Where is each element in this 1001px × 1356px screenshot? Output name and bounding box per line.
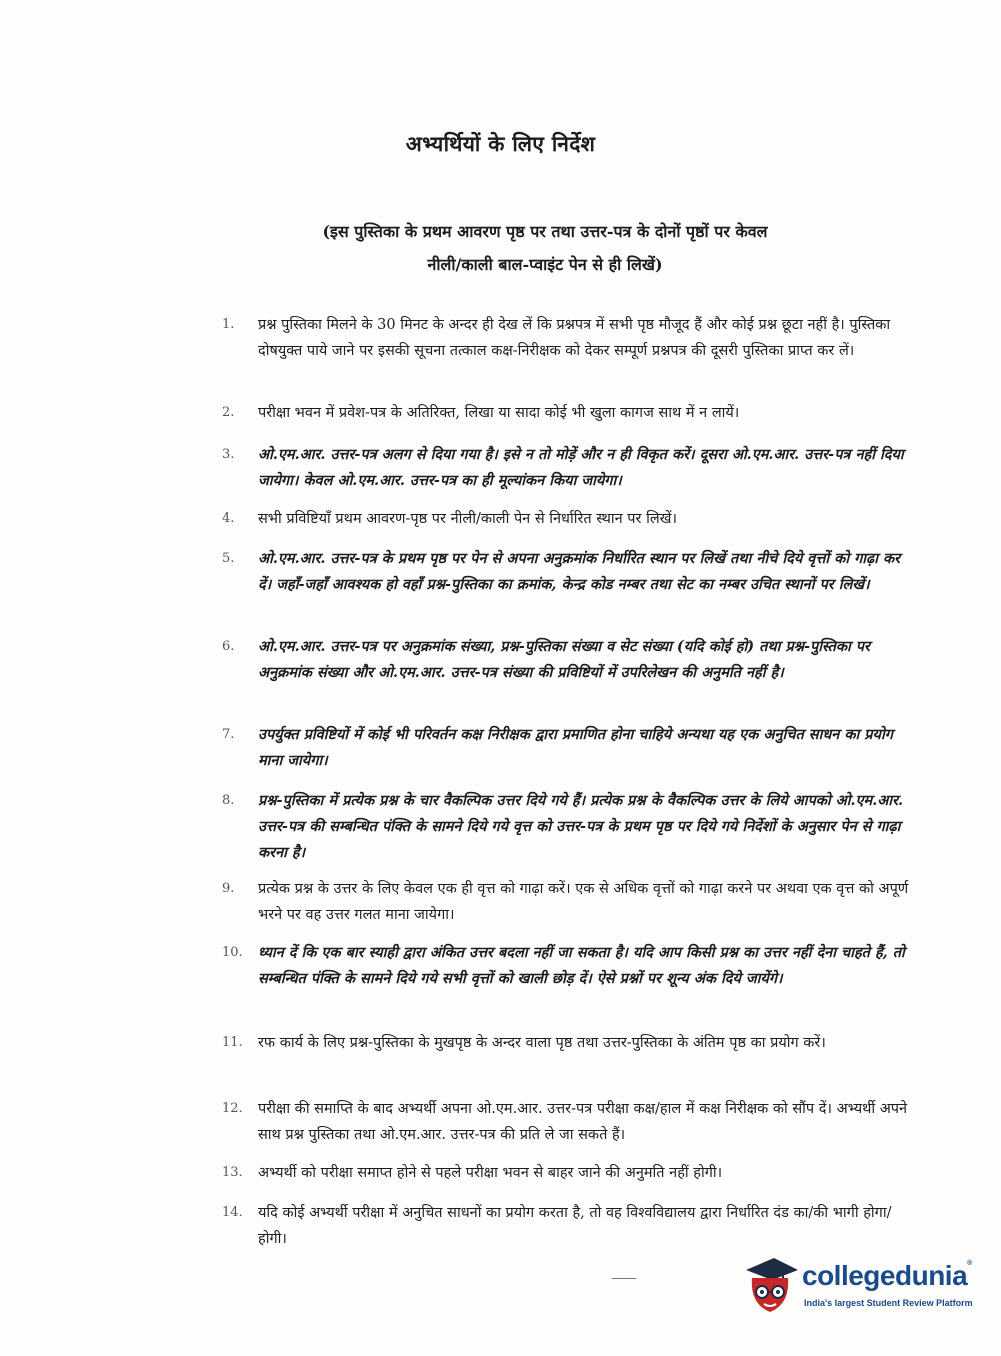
instruction-item — [222, 1030, 912, 1056]
instruction-text: ओ.एम.आर. उत्तर-पत्र के प्रथम पृष्ठ पर पेन से अपना अनुक्रमांक निर्धारित स्थान पर लिखें तथा नीचे दिये वृत्तों को गाढ़ा कर दें। जहाँ-जहाँ आवश्यक हो वहाँ प्रश्न-पुस्तिका का क्रमांक, केन्द्र कोड नम्बर तथा सेट का नम्बर उचित स्थानों पर लिखें। — [258, 550, 901, 593]
instruction-number: 11. — [222, 1035, 243, 1050]
instruction-item — [222, 312, 912, 364]
page-subtitle — [250, 215, 840, 281]
instruction-item — [222, 722, 912, 774]
subtitle-line-2: नीली/काली बाल-प्वाइंट पेन से ही लिखें) — [427, 255, 663, 274]
instruction-text: अभ्यर्थी को परीक्षा समाप्त होने से पहले परीक्षा भवन से बाहर जाने की अनुमति नहीं होगी। — [258, 1165, 723, 1181]
instruction-number: 3. — [222, 447, 235, 462]
instruction-item — [222, 546, 912, 598]
instruction-item — [222, 940, 912, 992]
instruction-number: 9. — [222, 881, 235, 896]
instruction-number: 12. — [222, 1101, 243, 1116]
instruction-number: 7. — [222, 727, 235, 742]
instruction-number: 1. — [222, 317, 235, 332]
instruction-text: यदि कोई अभ्यर्थी परीक्षा में अनुचित साधनों का प्रयोग करता है, तो वह विश्वविद्यालय द्वारा निर्धारित दंड का/की भागी होगा/होगी। — [258, 1205, 892, 1247]
collegedunia-watermark — [740, 1252, 980, 1322]
instruction-number: 14. — [222, 1205, 243, 1220]
instruction-text: रफ कार्य के लिए प्रश्न-पुस्तिका के मुखपृष्ठ के अन्दर वाला पृष्ठ तथा उत्तर-पुस्तिका के अंतिम पृष्ठ का प्रयोग करें। — [258, 1035, 826, 1051]
brand-tagline: India's largest Student Review Platform — [804, 1298, 973, 1308]
instruction-item — [222, 1160, 912, 1186]
brand-name: collegedunia® — [802, 1260, 972, 1291]
instruction-number: 2. — [222, 405, 235, 420]
instruction-number: 13. — [222, 1165, 243, 1180]
instruction-text: उपर्युक्त प्रविष्टियों में कोई भी परिवर्तन कक्ष निरीक्षक द्वारा प्रमाणित होना चाहिये अन्यथा यह एक अनुचित साधन का प्रयोग माना जायेगा। — [258, 726, 893, 769]
instruction-item — [222, 788, 912, 866]
instruction-text: ओ.एम.आर. उत्तर-पत्र पर अनुक्रमांक संख्या, प्रश्न-पुस्तिका संख्या व सेट संख्या (यदि कोई हो) तथा प्रश्न-पुस्तिका पर अनुक्रमांक संख्या और ओ.एम.आर. उत्तर-पत्र संख्या की प्रविष्टियों में उपरिलेखन की अनुमति नहीं है। — [258, 638, 870, 681]
instruction-item — [222, 1096, 912, 1148]
instruction-number: 10. — [222, 945, 243, 960]
instruction-item — [222, 1200, 912, 1252]
footer-dash — [612, 1278, 636, 1279]
instruction-number: 8. — [222, 793, 235, 808]
instruction-text: प्रश्न-पुस्तिका में प्रत्येक प्रश्न के चार वैकल्पिक उत्तर दिये गये हैं। प्रत्येक प्रश्न के वैकल्पिक उत्तर के लिये आपको ओ.एम.आर. उत्तर-पत्र की सम्बन्धित पंक्ति के सामने दिये गये वृत्त को उत्तर-पत्र के प्रथम पृष्ठ पर दिये गये निर्देशों के अनुसार पेन से गाढ़ा करना है। — [258, 792, 904, 861]
instruction-item — [222, 506, 912, 532]
instruction-text: ध्यान दें कि एक बार स्याही द्वारा अंकित उत्तर बदला नहीं जा सकता है। यदि आप किसी प्रश्न का उत्तर नहीं देना चाहते हैं, तो सम्बन्धित पंक्ति के सामने दिये गये सभी वृत्तों को खाली छोड़ दें। ऐसे प्रश्नों पर शून्य अंक दिये जायेंगे। — [258, 944, 905, 987]
subtitle-line-1: (इस पुस्तिका के प्रथम आवरण पृष्ठ पर तथा उत्तर-पत्र के दोनों पृष्ठों पर केवल — [322, 222, 768, 241]
instruction-text: परीक्षा की समाप्ति के बाद अभ्यर्थी अपना ओ.एम.आर. उत्तर-पत्र परीक्षा कक्ष/हाल में कक्ष निरीक्षक को सौंप दें। अभ्यर्थी अपने साथ प्रश्न पुस्तिका तथा ओ.एम.आर. उत्तर-पत्र की प्रति ले जा सकते हैं। — [258, 1101, 908, 1143]
instruction-item — [222, 876, 912, 928]
instruction-text: प्रश्न पुस्तिका मिलने के 30 मिनट के अन्दर ही देख लें कि प्रश्नपत्र में सभी पृष्ठ मौजूद हैं और कोई प्रश्न छूटा नहीं है। पुस्तिका दोषयुक्त पाये जाने पर इसकी सूचना तत्काल कक्ष-निरीक्षक को देकर सम्पूर्ण प्रश्नपत्र की दूसरी पुस्तिका प्राप्त कर लें। — [258, 317, 891, 359]
mascot-icon — [740, 1252, 800, 1318]
page-title: अभ्यर्थियों के लिए निर्देश — [405, 131, 596, 156]
instruction-number: 6. — [222, 639, 235, 654]
instruction-item — [222, 442, 912, 494]
instruction-item — [222, 400, 912, 426]
instruction-number: 4. — [222, 511, 235, 526]
instruction-text: प्रत्येक प्रश्न के उत्तर के लिए केवल एक ही वृत्त को गाढ़ा करें। एक से अधिक वृत्तों को गाढ़ा करने पर अथवा एक वृत्त को अपूर्ण भरने पर वह उत्तर गलत माना जायेगा। — [258, 881, 909, 923]
instruction-text: परीक्षा भवन में प्रवेश-पत्र के अतिरिक्त, लिखा या सादा कोई भी खुला कागज साथ में न लायें। — [258, 405, 740, 421]
instruction-text: सभी प्रविष्टियाँ प्रथम आवरण-पृष्ठ पर नीली/काली पेन से निर्धारित स्थान पर लिखें। — [258, 511, 678, 527]
instruction-number: 5. — [222, 551, 235, 566]
instruction-item — [222, 634, 912, 686]
instruction-text: ओ.एम.आर. उत्तर-पत्र अलग से दिया गया है। इसे न तो मोड़ें और न ही विकृत करें। दूसरा ओ.एम.आर. उत्तर-पत्र नहीं दिया जायेगा। केवल ओ.एम.आर. उत्तर-पत्र का ही मूल्यांकन किया जायेगा। — [258, 446, 904, 489]
